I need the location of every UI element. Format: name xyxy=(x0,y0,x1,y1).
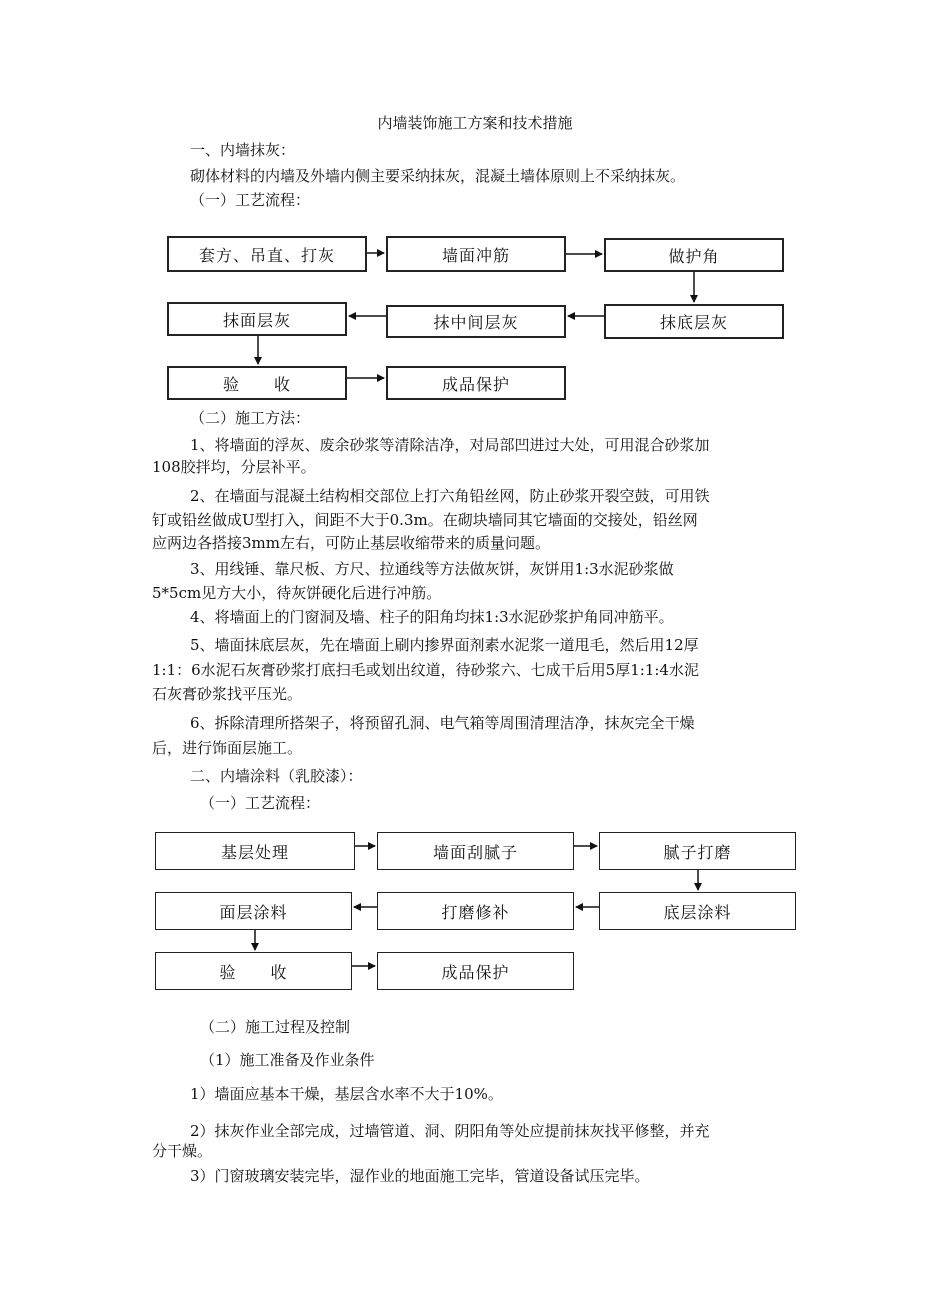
method-p2-line-1: 2、在墙面与混凝土结构相交部位上打六角铅丝网，防止砂浆开裂空鼓，可用铁 xyxy=(190,487,710,505)
condition-1: 1）墙面应基本干燥，基层含水率不大于10%。 xyxy=(190,1085,503,1103)
condition-2-line-2: 分干燥。 xyxy=(152,1142,213,1160)
section-1-method-heading: （二）施工方法： xyxy=(190,409,311,427)
section-1-heading: 一、内墙抹灰： xyxy=(190,141,296,159)
method-p4: 4、将墙面上的门窗洞及墙、柱子的阳角均抹1:3水泥砂浆护角同冲筋平。 xyxy=(190,608,674,626)
method-p5-line-1: 5、墙面抹底层灰，先在墙面上刷内掺界面剂素水泥浆一道甩毛，然后用12厚 xyxy=(190,636,699,654)
document-title: 内墙装饰施工方案和技术措施 xyxy=(377,114,573,132)
flow2-step-product-protection: 成品保护 xyxy=(377,952,574,990)
section-2-prep-heading: （1）施工准备及作业条件 xyxy=(200,1051,375,1069)
flow1-step-corner-guard: 做护角 xyxy=(604,238,784,272)
method-paragraph-1 xyxy=(168,433,800,458)
method-p6-line-1: 6、拆除清理所搭架子，将预留孔洞、电气箱等周围清理洁净，抹灰完全干燥 xyxy=(190,714,695,732)
condition-3: 3）门窗玻璃安装完毕，湿作业的地面施工完毕，管道设备试压完毕。 xyxy=(190,1167,650,1185)
method-p2-line-3: 应两边各搭接3mm左右，可防止基层收缩带来的质量问题。 xyxy=(152,534,550,552)
method-p5-line-2: 1:1：6水泥石灰膏砂浆打底扫毛或划出纹道，待砂浆六、七成干后用5厚1:1:4水泥 xyxy=(152,661,699,679)
flow1-step-product-protection: 成品保护 xyxy=(386,366,566,400)
method-p1-line-1: 1、将墙面的浮灰、废余砂浆等清除洁净，对局部凹进过大处，可用混合砂浆加 xyxy=(190,436,710,454)
condition-2-line-1: 2）抹灰作业全部完成，过墙管道、洞、阴阳角等处应提前抹灰找平修整，并充 xyxy=(190,1122,710,1140)
flow1-step-middle-coat: 抹中间层灰 xyxy=(386,305,566,338)
method-p5-line-3: 石灰膏砂浆找平压光。 xyxy=(152,685,303,703)
flow1-step-base-coat: 抹底层灰 xyxy=(604,304,784,339)
method-p3-line-1: 3、用线锤、靠尺板、方尺、拉通线等方法做灰饼，灰饼用1:3水泥砂浆做 xyxy=(190,560,674,578)
method-p2-line-2: 钉或铅丝做成U型打入，间距不大于0.3m。在砌块墙同其它墙面的交接处，铅丝网 xyxy=(152,511,698,529)
section-2-flow-heading: （一）工艺流程： xyxy=(200,794,321,812)
flow2-step-putty-sanding: 腻子打磨 xyxy=(599,832,796,870)
section-1-intro: 砌体材料的内墙及外墙内侧主要采纳抹灰，混凝土墙体原则上不采纳抹灰。 xyxy=(190,167,686,185)
section-2-process-heading: （二）施工过程及控制 xyxy=(200,1018,351,1036)
flow2-step-sand-repair: 打磨修补 xyxy=(377,892,574,930)
flow2-step-putty: 墙面刮腻子 xyxy=(377,832,574,870)
method-p1-line-2: 108胶拌均，分层补平。 xyxy=(152,458,316,476)
section-2-heading: 二、内墙涂料（乳胶漆）： xyxy=(190,767,363,785)
flow1-step-finish-coat: 抹面层灰 xyxy=(167,302,347,336)
flow2-step-primer: 底层涂料 xyxy=(599,892,796,930)
section-1-flow-heading: （一）工艺流程： xyxy=(190,191,311,209)
flow1-step-setup: 套方、吊直、打灰 xyxy=(167,236,367,272)
flow2-step-base-treatment: 基层处理 xyxy=(155,832,355,870)
flow1-step-wall-screed: 墙面冲筋 xyxy=(386,236,566,272)
method-p3-line-2: 5*5cm见方大小，待灰饼硬化后进行冲筋。 xyxy=(152,584,442,602)
method-p6-line-2: 后，进行饰面层施工。 xyxy=(152,739,303,757)
flow1-step-inspection: 验 收 xyxy=(167,366,347,400)
flow2-step-inspection: 验 收 xyxy=(155,952,352,990)
flow2-step-top-coat: 面层涂料 xyxy=(155,892,352,930)
